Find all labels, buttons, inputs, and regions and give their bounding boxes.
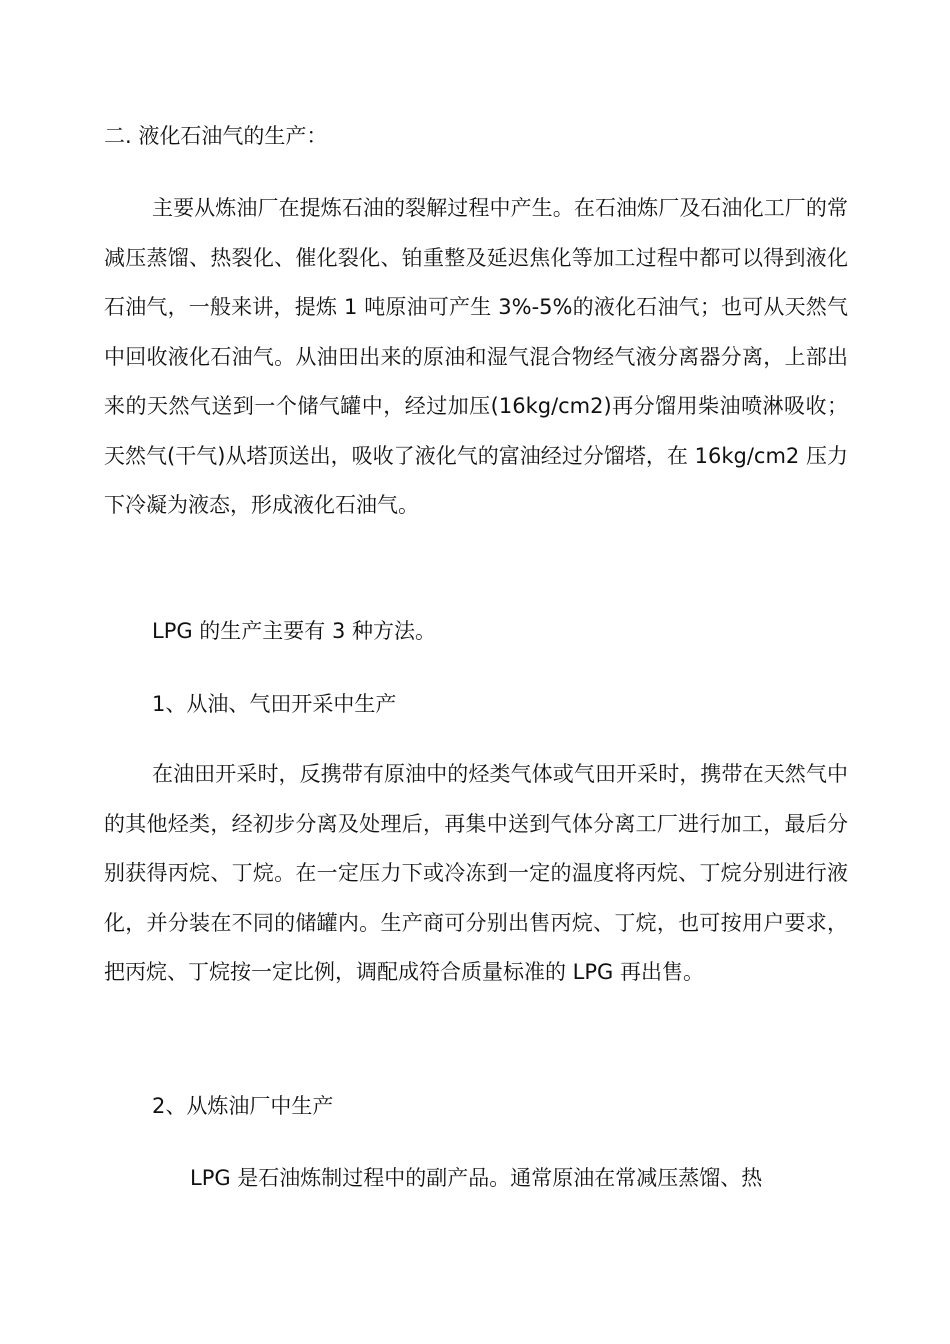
subheading-oil-gas-field: 1、从油、气田开采中生产: [152, 692, 397, 716]
paragraph-methods-intro: LPG 的生产主要有 3 种方法。: [152, 619, 437, 643]
paragraph-refinery-process: LPG 是石油炼制过程中的副产品。通常原油在常减压蒸馏、热: [190, 1166, 763, 1190]
paragraph-lpg-production-overview: 主要从炼油厂在提炼石油的裂解过程中产生。在石油炼厂及石油化工厂的常减压蒸馏、热裂化、催化裂化、铂重整及延迟焦化等加工过程中都可以得到液化石油气，一般来讲，提炼 1 吨原油可产生 3%-5%的液化石油气；也可从天然气中回收液化石油气。从油田出来的原油和湿气混合物经气液分离器分离，上部出来的天然气送到一个储气罐中，经过加压(16kg/cm2)再分馏用柴油喷淋吸收；天然气(干气)从塔顶送出，吸收了液化气的富油经过分馏塔，在 16kg/cm2 压力下冷凝为液态，形成液化石油气。: [104, 196, 848, 517]
subheading-refinery: 2、从炼油厂中生产: [152, 1094, 334, 1118]
paragraph-oil-gas-field-process: 在油田开采时，反携带有原油中的烃类气体或气田开采时，携带在天然气中的其他烃类，经初步分离及处理后，再集中送到气体分离工厂进行加工，最后分别获得丙烷、丁烷。在一定压力下或冷冻到一定的温度将丙烷、丁烷分别进行液化，并分装在不同的储罐内。生产商可分别出售丙烷、丁烷，也可按用户要求，把丙烷、丁烷按一定比例，调配成符合质量标准的 LPG 再出售。: [104, 762, 848, 984]
section-title: 二. 液化石油气的生产：: [104, 124, 328, 148]
